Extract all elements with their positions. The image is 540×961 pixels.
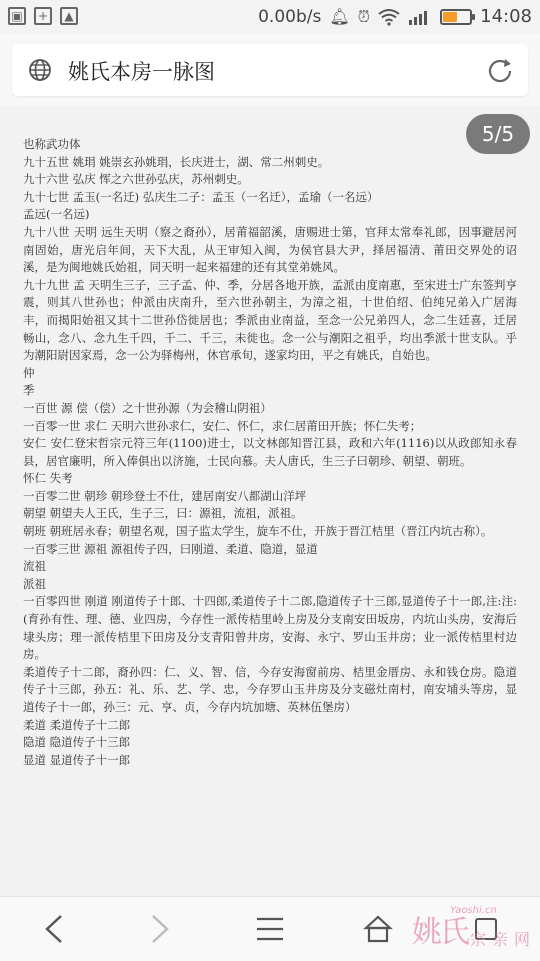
globe-icon	[28, 58, 52, 82]
site-watermark-sub: 宗亲网	[470, 930, 537, 949]
home-button[interactable]	[358, 909, 398, 949]
document-line: 九十五世 姚琄 姚崇玄孙姚琄，长庆进士，湖、常二州刺史。	[23, 154, 330, 169]
document-line: 朝望 朝望夫人王氏，生子三，曰：源祖，流祖，派祖。	[23, 506, 303, 521]
forward-button[interactable]	[140, 909, 180, 949]
bottom-nav	[0, 896, 540, 961]
site-watermark-url: Yaoshi.cn	[450, 905, 497, 916]
address-box[interactable]	[12, 44, 528, 96]
address-bar	[0, 34, 540, 106]
clock-time: 14:08	[480, 6, 532, 27]
page-title: 姚氏本房一脉图	[68, 60, 215, 84]
document-line: 仲	[23, 365, 35, 380]
back-button[interactable]	[34, 909, 74, 949]
home-icon	[363, 914, 393, 944]
document-line: 一百零四世 刚道 刚道传子十郎、十四郎,柔道传子十二郎,隐道传子十三郎,显道传子十一郎,注:注:(育孙有性、理、德、业四房，今存性一派传桔里岭上房及分支南安田坂房，内坑山头房，安海后埭头房；理一派传桔里下田房及分支青阳曾井房，安海、永宁、罗山玉井房；业一派传桔里村边房。	[23, 594, 517, 662]
battery-fill	[443, 12, 457, 22]
refresh-icon[interactable]	[486, 56, 514, 84]
site-watermark: 姚氏	[412, 915, 468, 950]
page-indicator: 5/5	[466, 114, 530, 154]
alarm-icon: ⏰︎	[357, 6, 371, 26]
document-line: 派祖	[23, 576, 46, 591]
document-line: 流祖	[23, 559, 46, 574]
document-line: 九十六世 弘庆 恽之六世孙弘庆，苏州刺史。	[23, 172, 249, 187]
add-box-icon: +	[34, 7, 52, 25]
status-indicators	[258, 6, 532, 27]
network-speed: 0.00b/s	[258, 6, 322, 27]
document-line: 季	[23, 383, 35, 398]
document-line: 朝班 朝班居永春；朝望名观，国子监太学生，旋车不仕，开族于晋江桔里（晋江内坑古称）。	[23, 524, 493, 539]
document-line: 孟远(一名远)	[23, 207, 90, 222]
document-line: 九十九世 孟 天明生三子，三子孟、仲、季，分居各地开族，孟派由度南惠，至宋进士广东签判亨震，则其八世孙也；仲派由庆南升，至六世孙朝主，为漳之祖，十世伯绍、伯纯兄弟入广居海丰，而揭阳始祖又其十二世孙岱徙居也；季派由业南益，至念一公兄弟四人，念二生廷喜，迁居畅山，念八、念九生千四，千二、千三，未徙也。念一公与潮阳之祖乎，均出季派十世支队。乎为潮阳尉因家焉，念一公为驿梅州，休官承旬，遂家均田，平之有姚氏，自始也。	[23, 277, 517, 363]
back-icon	[43, 914, 65, 944]
menu-icon	[255, 916, 285, 942]
document-line: 一百零二世 朝珍 朝珍登士不仕，建居南安八都湖山洋坪	[23, 488, 307, 503]
document-line: 柔道传子十二郎，裔孙四：仁、义、智、信，今存安海窗前房、桔里金厝房、永和钱仓房。隐道传子十三郎，孙五：礼、乐、艺、学、忠，今存罗山玉井房及分支磁灶南村，南安埔头等房，显道传子十一郎，孙三：元、亨、贞，今存内坑加塘、英林伍堡房）	[23, 664, 517, 714]
document-line: 一百零一世 求仁 天明六世孙求仁，安仁、怀仁，求仁居莆田开族；怀仁失考；	[23, 418, 422, 433]
document-line: 九十七世 孟玉(一名迁) 弘庆生二子：孟玉（一名迁），孟瑜（一名远）	[23, 189, 379, 204]
document-line: 一百世 源 偿（偿）之十世孙源（为会稽山阴祖）	[23, 400, 272, 415]
photo-icon: ▣	[8, 7, 26, 25]
document-line: 柔道 柔道传子十二郎	[23, 717, 131, 732]
document-line: 怀仁 失考	[23, 471, 73, 486]
status-bar	[0, 0, 540, 34]
battery-icon	[440, 9, 472, 25]
menu-button[interactable]	[250, 909, 290, 949]
document-viewer[interactable]	[0, 106, 540, 896]
document-line: 安仁 安仁登宋哲宗元符三年(1100)进士，以文林郎知晋江县，政和六年(1116)以从政郎知永春县，居官廉明，所入俸俱出以济施，士民向慕。夫人唐氏，生三子曰朝珍、朝望、朝班。	[23, 436, 517, 468]
document-line: 显道 显道传子十一郎	[23, 752, 131, 767]
bell-icon: 🔔︎	[329, 7, 350, 26]
wifi-icon	[378, 8, 400, 26]
signal-icon	[408, 8, 432, 26]
image-icon: ▲	[60, 7, 78, 25]
document-text	[23, 136, 517, 769]
document-line: 一百零三世 源祖 源祖传子四，曰刚道、柔道、隐道，显道	[23, 541, 318, 556]
document-line: 也称武功体	[23, 137, 81, 151]
forward-icon	[149, 914, 171, 944]
document-line: 隐道 隐道传子十三郎	[23, 735, 131, 750]
document-line: 九十八世 天明 远生天明（察之裔孙），居莆福韶溪，唐赐进士第，官拜太常奉礼郎，因事避居河南固始，唐光启年间，天下大乱，从王审知入闽，为侯官县大尹，择居福清、莆田交界处的诏溪，是为闽地姚氏始祖，同天明一起来福建的还有其堂弟姚风。	[23, 224, 517, 275]
status-notifications	[8, 7, 78, 25]
